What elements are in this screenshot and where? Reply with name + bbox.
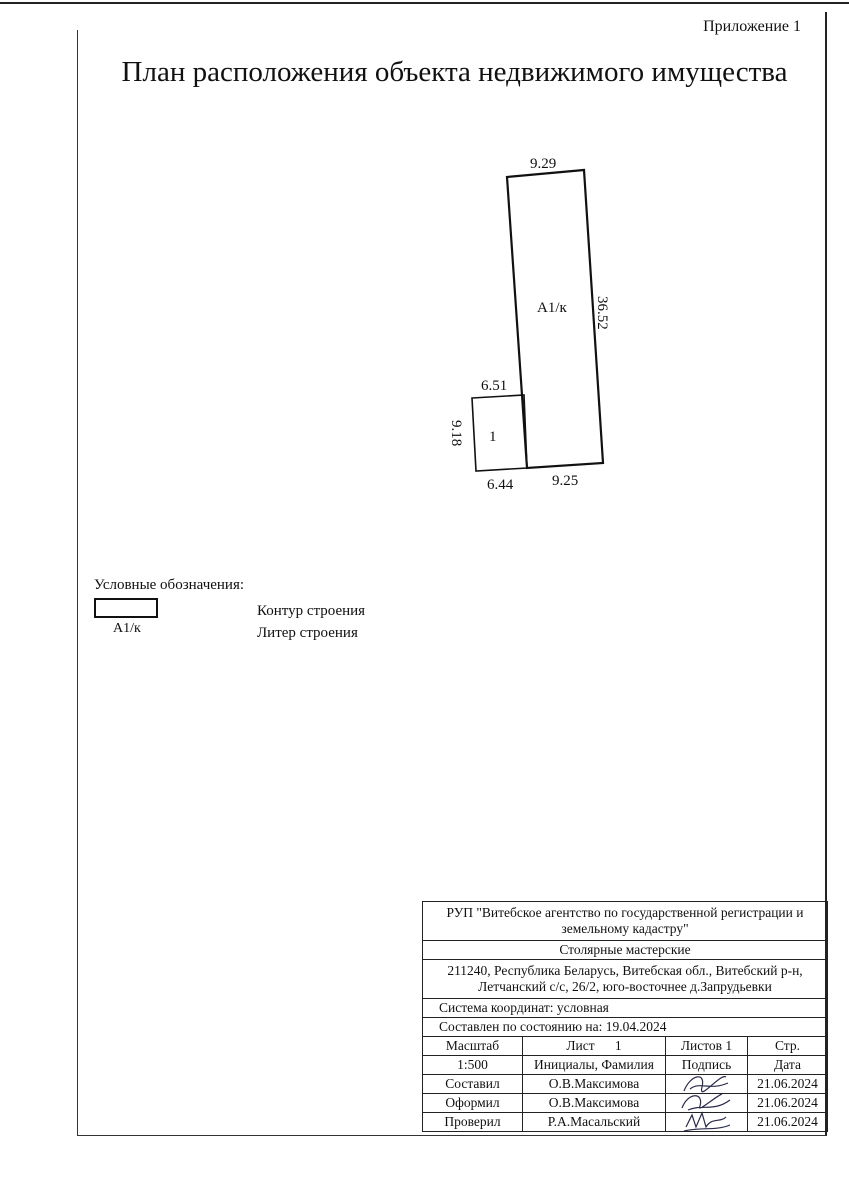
sheet-label: Лист xyxy=(566,1038,595,1053)
main-building-contour xyxy=(507,170,603,468)
sheet-number: 1 xyxy=(614,1038,622,1053)
main-right-dimension: 36.52 xyxy=(594,296,610,330)
date-cell: 21.06.2024 xyxy=(748,1113,828,1132)
compiled-date-cell: Составлен по состоянию на: 19.04.2024 xyxy=(423,1018,828,1037)
role-cell: Оформил xyxy=(423,1094,523,1113)
annex-left-dimension: 9.18 xyxy=(448,420,464,447)
signature-header: Подпись xyxy=(666,1056,748,1075)
date-header: Дата xyxy=(748,1056,828,1075)
annex-bottom-dimension: 6.44 xyxy=(487,477,514,493)
date-cell: 21.06.2024 xyxy=(748,1094,828,1113)
scale-header: Масштаб xyxy=(423,1037,523,1056)
table-row xyxy=(423,1075,828,1094)
name-cell: Р.А.Масальский xyxy=(523,1113,666,1132)
legend-contour-symbol xyxy=(94,598,158,618)
sheets-header: Листов 1 xyxy=(666,1037,748,1056)
legend-contour-label: Контур строения xyxy=(257,603,366,619)
signature-icon xyxy=(676,1107,736,1135)
appendix-label: Приложение 1 xyxy=(703,18,801,35)
role-cell: Проверил xyxy=(423,1113,523,1132)
organization-cell: РУП "Витебское агентство по государственной регистрации и земельному кадастру" xyxy=(423,902,828,941)
building-plan xyxy=(0,0,849,560)
sheet-header xyxy=(523,1037,666,1056)
date-cell: 21.06.2024 xyxy=(748,1075,828,1094)
legend-letter-symbol: А1/к xyxy=(113,621,141,636)
title-block xyxy=(422,901,828,1132)
scale-value: 1:500 xyxy=(423,1056,523,1075)
name-cell: О.В.Максимова xyxy=(523,1094,666,1113)
page-title: План расположения объекта недвижимого имущества xyxy=(121,56,788,88)
page-header: Стр. xyxy=(748,1037,828,1056)
main-bottom-dimension: 9.25 xyxy=(552,473,579,489)
address-cell: 211240, Республика Беларусь, Витебская обл., Витебский р-н, Летчанский с/с, 26/2, юго-восточнее д.Запрудьевки xyxy=(423,960,828,999)
signature-cell xyxy=(666,1113,748,1132)
legend-title: Условные обозначения: xyxy=(94,577,245,593)
annex-number: 1 xyxy=(489,429,497,445)
frame-bottom-line xyxy=(77,1135,827,1136)
coordinate-system-cell: Система координат: условная xyxy=(423,999,828,1018)
initials-header: Инициалы, Фамилия xyxy=(523,1056,666,1075)
main-top-dimension: 9.29 xyxy=(530,156,557,172)
table-row xyxy=(423,1113,828,1132)
annex-contour xyxy=(472,395,527,471)
name-cell: О.В.Максимова xyxy=(523,1075,666,1094)
legend-letter-label: Литер строения xyxy=(257,625,358,641)
annex-top-dimension: 6.51 xyxy=(481,378,508,394)
main-building-letter: А1/к xyxy=(537,300,567,316)
object-name-cell: Столярные мастерские xyxy=(423,941,828,960)
role-cell: Составил xyxy=(423,1075,523,1094)
table-row xyxy=(423,1094,828,1113)
